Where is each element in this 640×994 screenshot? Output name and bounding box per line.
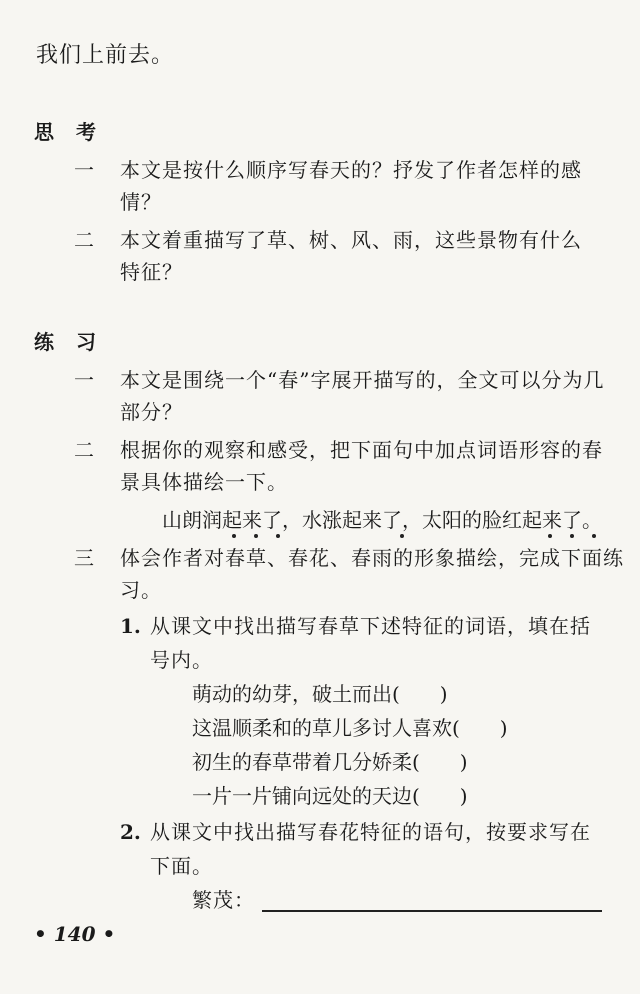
intro-text: 我们上前去。 xyxy=(36,43,175,68)
think-item-2-line-2: 特征？ xyxy=(120,260,183,284)
answer-blank-line xyxy=(262,910,602,912)
practice-heading: 练习 xyxy=(34,330,118,354)
think-item-2-number: 二 xyxy=(74,228,94,252)
example-sentence: 山朗润起来了，水涨起来了，太阳的脸红起来了。 xyxy=(162,508,602,532)
practice-item-3-line-1: 体会作者对春草、春花、春雨的形象描绘，完成下面练 xyxy=(120,546,624,570)
answer-line-3: 初生的春草带着几分娇柔( ) xyxy=(192,750,468,774)
sub-question-1-line-2: 号内。 xyxy=(150,648,213,672)
sub-question-2-line-2: 下面。 xyxy=(150,854,213,878)
practice-item-2-line-2: 景具体描绘一下。 xyxy=(120,470,288,494)
answer-line-1: 萌动的幼芽，破土而出( ) xyxy=(192,682,448,706)
sub-question-2-line-1: 从课文中找出描写春花特征的语句，按要求写在 xyxy=(150,820,591,844)
answer-line-2: 这温顺柔和的草儿多讨人喜欢( ) xyxy=(192,716,508,740)
sub-question-1-number: 1. xyxy=(120,614,141,638)
practice-item-3-line-2: 习。 xyxy=(120,578,162,602)
practice-item-2-line-1: 根据你的观察和感受，把下面句中加点词语形容的春 xyxy=(120,438,603,462)
think-item-1-line-2: 情？ xyxy=(120,190,162,214)
practice-item-1-line-1: 本文是围绕一个“春”字展开描写的，全文可以分为几 xyxy=(120,368,605,392)
practice-item-1-number: 一 xyxy=(74,368,94,392)
fill-label: 繁茂： xyxy=(192,888,255,912)
think-item-1-line-1: 本文是按什么顺序写春天的？抒发了作者怎样的感 xyxy=(120,158,582,182)
answer-line-4: 一片一片铺向远处的天边( ) xyxy=(192,784,468,808)
page-number: • 140 • xyxy=(34,922,116,946)
think-heading: 思考 xyxy=(34,120,118,144)
think-item-2-line-1: 本文着重描写了草、树、风、雨，这些景物有什么 xyxy=(120,228,582,252)
think-item-1-number: 一 xyxy=(74,158,94,182)
practice-item-2-number: 二 xyxy=(74,438,94,462)
emphasis-dots xyxy=(162,534,602,540)
practice-item-3-number: 三 xyxy=(74,546,94,570)
sub-question-1-line-1: 从课文中找出描写春草下述特征的词语，填在括 xyxy=(150,614,591,638)
sub-question-2-number: 2. xyxy=(120,820,141,844)
practice-item-1-line-2: 部分？ xyxy=(120,400,183,424)
